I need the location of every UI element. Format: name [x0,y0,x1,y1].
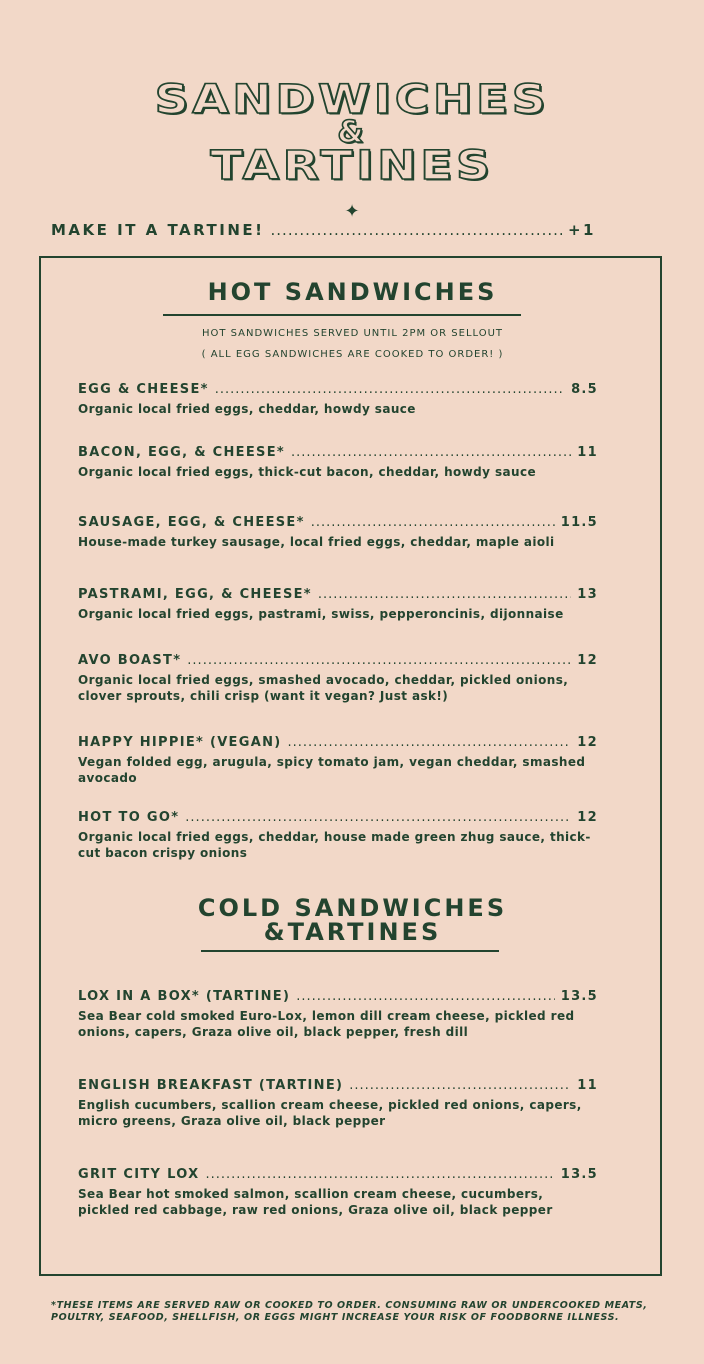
menu-title-ampersand: & [337,115,367,150]
menu-item [78,989,598,1040]
menu-item-description: Organic local fried eggs, cheddar, howdy sauce [78,402,416,416]
menu-item-description: Organic local fried eggs, cheddar, house made green zhug sauce, thick-cut bacon crispy onions [78,830,591,860]
menu-item-row [78,989,598,1004]
menu-item-description: English cucumbers, scallion cream cheese, pickled red onions, capers, micro greens, Graza olive oil, black pepper [78,1098,582,1128]
menu-item [78,1167,598,1218]
leader-dots [288,735,572,750]
menu-item-price: 11 [577,1078,598,1093]
menu-item-row [78,653,598,668]
menu-item-row [78,735,598,750]
cold-title-underline [201,950,499,952]
menu-item-price: 13.5 [560,1167,598,1182]
menu-item-price: 12 [577,810,598,825]
tartine-upgrade-row [51,221,596,239]
menu-item-row [78,1167,598,1182]
menu-item [78,810,598,861]
menu-item-price: 13 [577,587,598,602]
leader-dots [318,587,571,602]
menu-item-name: LOX IN A BOX* (TARTINE) [78,989,291,1004]
menu-item-row [78,810,598,825]
leader-dots [187,653,571,668]
menu-item-row [78,445,598,460]
menu-item-price: 11.5 [560,515,598,530]
menu-item-name: GRIT CITY LOX [78,1167,200,1182]
menu-item-name: BACON, EGG, & CHEESE* [78,445,285,460]
tartine-upgrade-label: MAKE IT A TARTINE! [51,221,265,239]
leader-dots [205,1167,554,1182]
hot-title-underline [163,314,521,316]
leader-dots [349,1078,571,1093]
menu-item-price: 12 [577,735,598,750]
menu-item-name: HOT TO GO* [78,810,180,825]
cold-section-title-line1: COLD SANDWICHES [197,894,508,922]
leader-dots [215,382,565,397]
sparkle-icon: ✦ [344,201,360,222]
hot-section-title: HOT SANDWICHES [207,278,498,306]
menu-item-row [78,515,598,530]
menu-item-row [78,382,598,397]
menu-item-row [78,587,598,602]
menu-item-price: 11 [577,445,598,460]
menu-item-description: Organic local fried eggs, pastrami, swiss, pepperoncinis, dijonnaise [78,607,564,621]
leader-dots [185,810,571,825]
menu-item-description: Organic local fried eggs, smashed avocado, cheddar, pickled onions, clover sprouts, chili crisp (want it vegan? Just ask!) [78,673,569,703]
leader-dots [291,445,571,460]
hot-note-eggs: ( ALL EGG SANDWICHES ARE COOKED TO ORDER! ) [201,349,504,360]
menu-item [78,735,598,786]
menu-item-name: EGG & CHEESE* [78,382,209,397]
menu-item-name: ENGLISH BREAKFAST (TARTINE) [78,1078,344,1093]
hot-note-serving: HOT SANDWICHES SERVED UNTIL 2PM OR SELLOUT [201,328,504,339]
menu-item-name: PASTRAMI, EGG, & CHEESE* [78,587,312,602]
menu-title-line1: SANDWICHES [154,77,550,123]
cold-section-title-line2: &TARTINES [263,918,442,946]
menu-item [78,653,598,704]
menu-item [78,515,598,550]
menu-item-description: Sea Bear hot smoked salmon, scallion cream cheese, cucumbers, pickled red cabbage, raw red onions, Graza olive oil, black pepper [78,1187,553,1217]
menu-item-price: 8.5 [571,382,598,397]
menu-item-description: Vegan folded egg, arugula, spicy tomato jam, vegan cheddar, smashed avocado [78,755,586,785]
menu-box [39,256,662,1276]
leader-dots [296,989,554,1004]
menu-item [78,587,598,622]
menu-item-name: AVO BOAST* [78,653,182,668]
tartine-upgrade-price: +1 [567,221,596,239]
menu-item-name: SAUSAGE, EGG, & CHEESE* [78,515,305,530]
menu-item [78,1078,598,1129]
menu-item-description: Organic local fried eggs, thick-cut bacon, cheddar, howdy sauce [78,465,536,479]
menu-item-row [78,1078,598,1093]
menu-item-description: House-made turkey sausage, local fried eggs, cheddar, maple aioli [78,535,555,549]
menu-item [78,382,598,417]
menu-item-name: HAPPY HIPPIE* (VEGAN) [78,735,282,750]
menu-item [78,445,598,480]
menu-item-description: Sea Bear cold smoked Euro-Lox, lemon dill cream cheese, pickled red onions, capers, Graza olive oil, black pepper, fresh dill [78,1009,575,1039]
menu-title-line3: TARTINES [210,143,494,189]
food-safety-disclaimer: *THESE ITEMS ARE SERVED RAW OR COOKED TO ORDER. CONSUMING RAW OR UNDERCOOKED MEATS, POULTRY, SEAFOOD, SHELLFISH, OR EGGS MIGHT INCREASE YOUR RISK OF FOODBORNE ILLNESS. [51,1300,648,1323]
leader-dots [311,515,555,530]
menu-item-price: 13.5 [560,989,598,1004]
leader-dots [271,221,562,239]
menu-item-price: 12 [577,653,598,668]
